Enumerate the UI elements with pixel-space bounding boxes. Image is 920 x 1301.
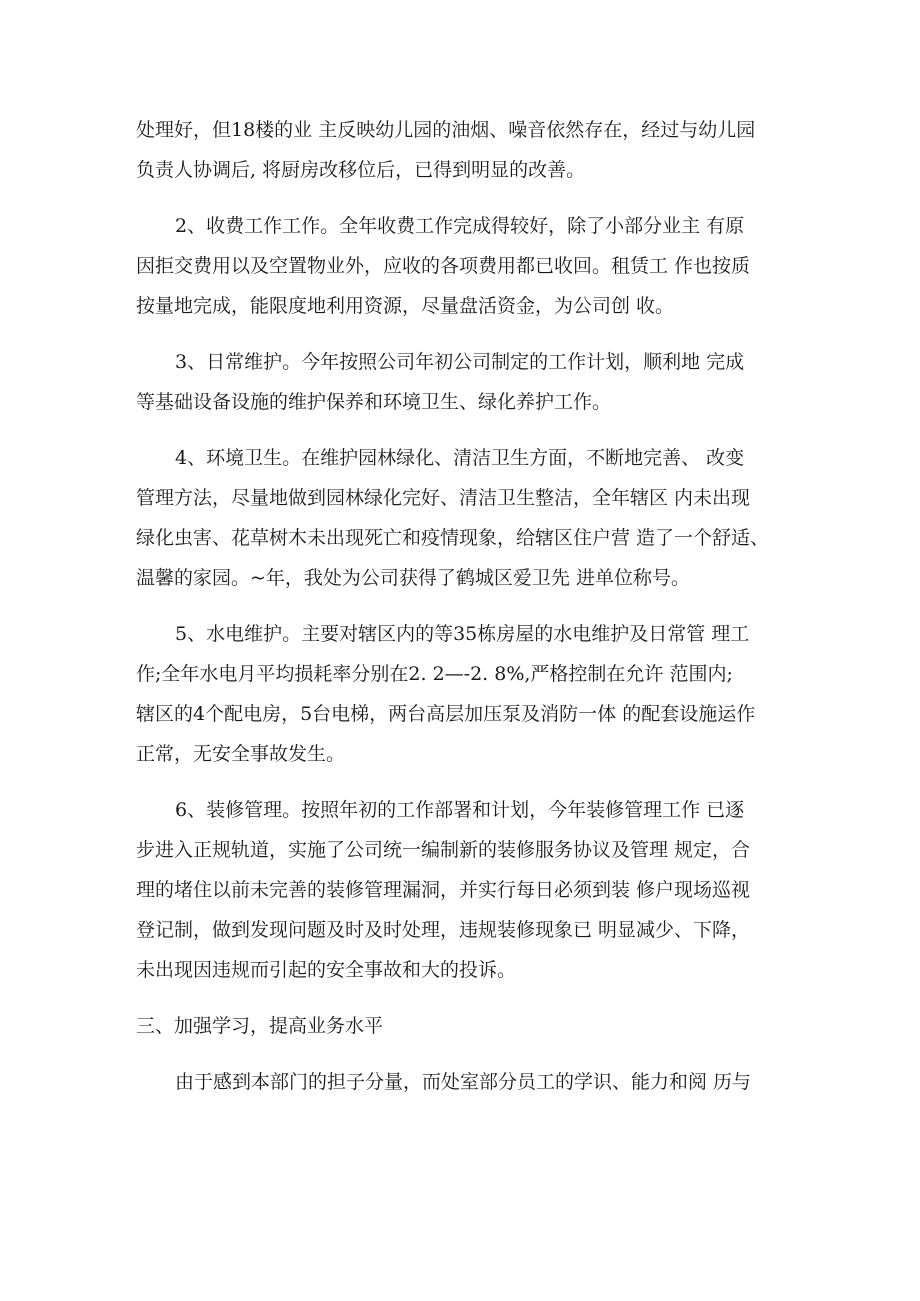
heading-line: 三、加强学习，提高业务水平 [136,1015,384,1037]
text-line: 按量地完成，能限度地利用资源，尽量盘活资金，为公司创 收。 [136,295,675,317]
text-line: 2、收费工作工作。全年收费工作完成得较好，除了小部分业主 有原 [175,215,745,237]
text-line: 登记制，做到发现问题及时及时处理，违规装修现象已 明显减少、下降， [136,919,751,941]
paragraph [136,1062,796,1102]
text-line: 因拒交费用以及空置物业外，应收的各项费用都已收回。租赁工 作也按质 [136,255,751,277]
paragraph [136,438,796,598]
text-line: 未出现因违规而引起的安全事故和大的投诉。 [136,959,517,981]
text-line: 管理方法，尽量地做到园林绿化完好、清洁卫生整洁，全年辖区 内未出现 [136,487,751,509]
paragraph [136,206,796,326]
text-line: 5、水电维护。主要对辖区内的等35栋房屋的水电维护及日常管 理工 [175,623,750,645]
text-line: 6、装修管理。按照年初的工作部署和计划，今年装修管理工作 已逐 [175,799,745,821]
text-line: 4、环境卫生。在维护园林绿化、清洁卫生方面，不断地完善、 改变 [175,447,745,469]
text-line: 作;全年水电月平均损耗率分别在2. 2—-2. 8%,严格控制在允许 范围内; [136,663,733,685]
text-line: 理的堵住以前未完善的装修管理漏洞，并实行每日必须到装 修户现场巡视 [136,879,751,901]
text-line: 3、日常维护。今年按照公司年初公司制定的工作计划，顺利地 完成 [175,351,745,373]
text-line: 由于感到本部门的担子分量，而处室部分员工的学识、能力和阅 历与 [175,1071,752,1093]
paragraph [136,790,796,990]
text-line: 负责人协调后, 将厨房改移位后，已得到明显的改善。 [136,159,586,181]
document-body [136,110,796,1102]
text-line: 绿化虫害、花草树木未出现死亡和疫情现象，给辖区住户营 造了一个舒适、 [136,527,770,549]
text-line: 等基础设备设施的维护保养和环境卫生、绿化养护工作。 [136,391,612,413]
text-line: 正常，无安全事故发生。 [136,743,346,765]
text-line: 辖区的4个配电房，5台电梯，两台高层加压泵及消防一体 的配套设施运作 [136,703,756,725]
section-heading [136,1006,796,1046]
text-line: 温馨的家园。~年，我处为公司获得了鹤城区爱卫先 进单位称号。 [136,567,690,589]
paragraph [136,614,796,774]
text-line: 处理好，但18楼的业 主反映幼儿园的油烟、噪音依然存在，经过与幼儿园 [136,119,756,141]
paragraph [136,110,796,190]
paragraph [136,342,796,422]
text-line: 步进入正规轨道，实施了公司统一编制新的装修服务协议及管理 规定，合 [136,839,751,861]
